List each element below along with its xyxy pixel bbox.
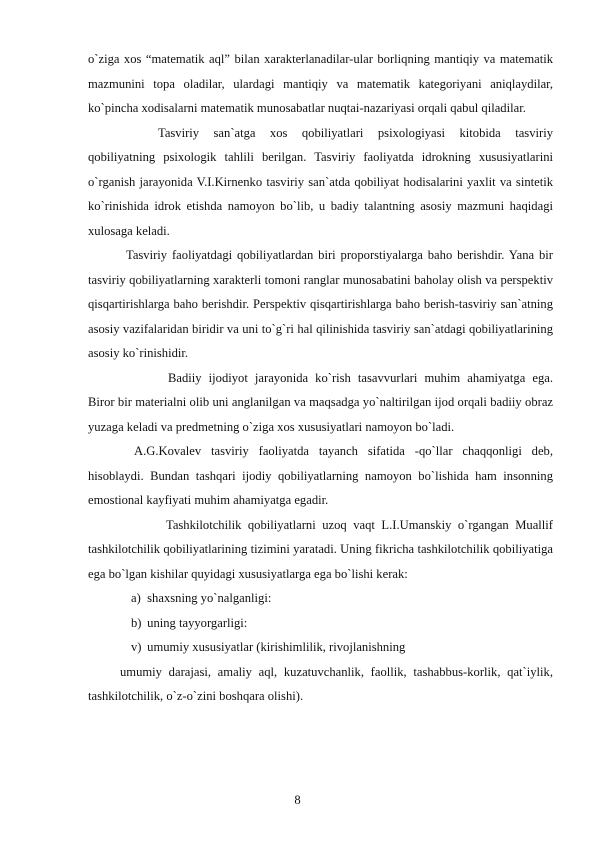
paragraph-intro: o`ziga xos “matematik aql” bilan xarakterlanadilar-ular borliqning mantiqiy va matematik mazmunini topa oladilar, ulardagi mantiqiy va matematik kategoriyani aniqlaydilar, ko`pincha xodisalarni matematik munosabatlar nuqtai-nazariyasi orqali qabul qiladilar.: [88, 52, 553, 115]
list-item-text: uning tayyorgarligi:: [147, 615, 248, 630]
paragraph-kovalev: A.G.Kovalev tasviriy faoliyatda tayanch sifatida -qo`llar chaqqonligi deb, hisoblaydi. Bundan tashqari ijodiy qobiliyatlarning namoyon bo`lishida ham insonning emostional kayfiyati muhim ahamiyatga egadir.: [88, 444, 553, 507]
list-item-text: umumiy xususiyatlar (kirishimlilik, rivojlanishning: [147, 640, 406, 654]
list-marker: v): [131, 640, 142, 654]
list-marker: a): [131, 591, 141, 605]
list-marker: b): [131, 615, 142, 630]
requirements-list: [88, 586, 553, 660]
list-item-text: shaxsning yo`nalganligi:: [147, 591, 272, 605]
list-item: [88, 586, 553, 611]
body-text: [88, 47, 553, 709]
paragraph-tasviriy-qobiliyat: Tasviriy san`atga xos qobiliyatlari psixologiyasi kitobida tasviriy qobiliyatning psixologik tahlili berilgan. Tasviriy faoliyatda idrokning xususiyatlarini o`rganish jarayonida V.I.Kirnenko tasviriy san`atda qobiliyat hodisalarini yaxlit va sintetik ko`rinishida idrok etishda namoyon bo`lib, u badiy talantning asosiy mazmuni haqidagi xulosaga keladi.: [88, 125, 553, 238]
paragraph-umanskiy: Tashkilotchilik qobiliyatlarni uzoq vaqt L.I.Umanskiy o`rgangan Muallif tashkilotchilik qobiliyatlarining tizimini yaratadi. Uning fikricha tashkilotchilik qobiliyatiga ega bo`lgan kishilar quyidagi xususiyatlarga ega bo`lishi kerak:: [88, 517, 553, 581]
list-item: [88, 611, 553, 636]
paragraph-badiiy-ijodiyot: Badiiy ijodiyot jarayonida ko`rish tasavvurlari muhim ahamiyatga ega. Biror bir materialni olib uni anglanilgan va maqsadga yo`naltirilgan ijod orqali badiiy obraz yuzaga keladi va predmetning o`ziga xos xususiyatlari namoyon bo`ladi.: [88, 370, 553, 434]
paragraph-proporsiya: Tasviriy faoliyatdagi qobiliyatlardan biri proporstiyalarga baho berishdir. Yana bir tasviriy qobiliyatlarning xarakterli tomoni ranglar munosabatini baholay olish va perspektiv qisqartirishlarga baho berishdir. Perspektiv qisqartirishlarga baho berish-tasviriy san`atning asosiy vazifalaridan biridir va uni to`g`ri hal qilinishida tasviriy san`atdagi qobiliyatlarining asosiy ko`rinishidir.: [88, 248, 553, 360]
page-number: 8: [294, 793, 301, 807]
paragraph-continuation: umumiy darajasi, amaliy aql, kuzatuvchanlik, faollik, tashabbus-korlik, qat`iylik, tashkilotchilik, o`z-o`zini boshqara olishi).: [88, 664, 553, 703]
list-item: [88, 635, 553, 660]
